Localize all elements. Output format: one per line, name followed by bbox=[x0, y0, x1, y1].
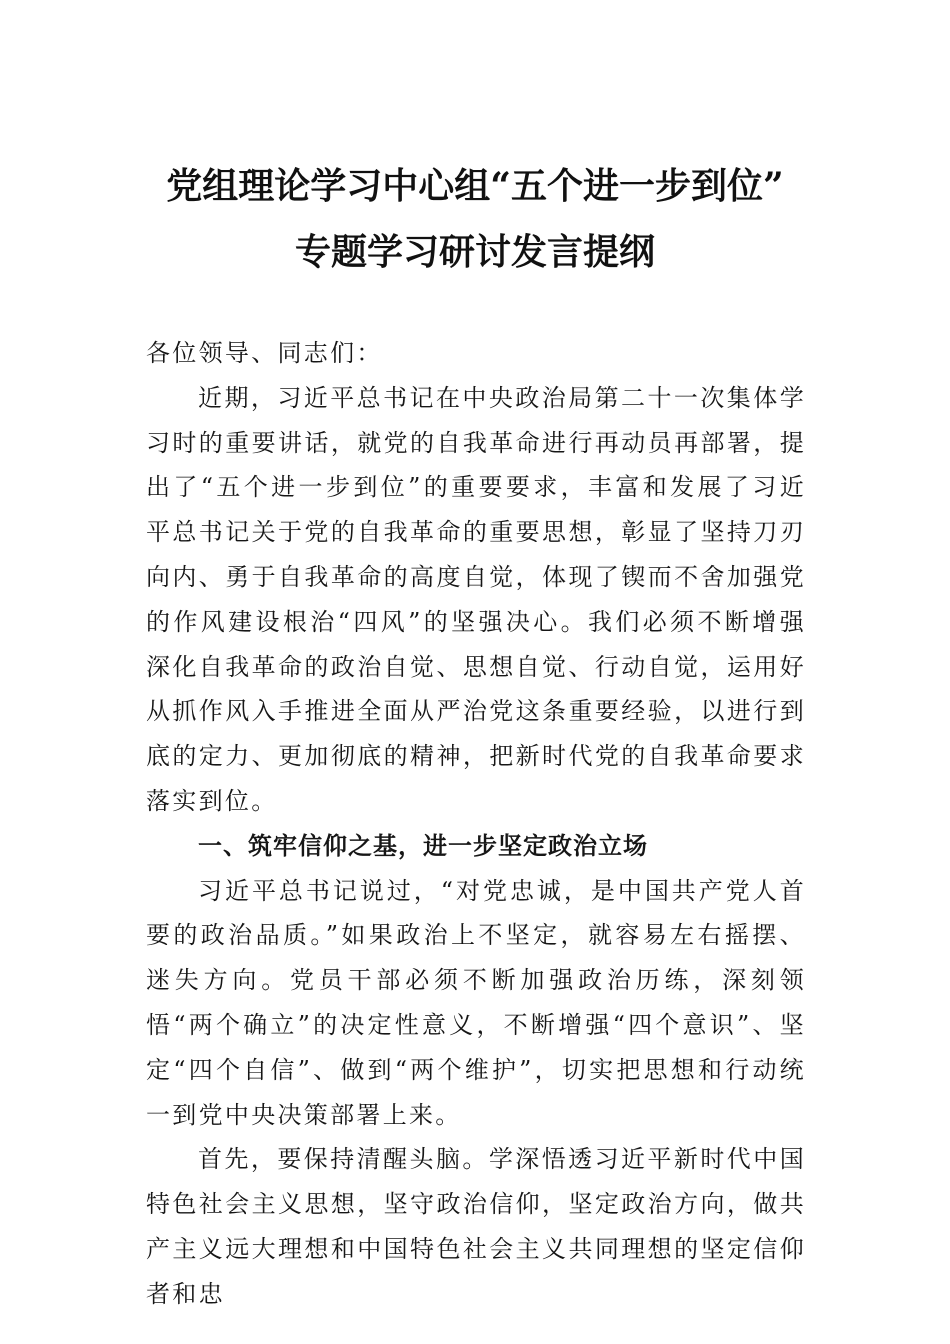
salutation: 各位领导、同志们： bbox=[146, 339, 383, 367]
document-title-line-2: 专题学习研讨发言提纲 bbox=[294, 231, 655, 273]
document-body bbox=[146, 331, 806, 1317]
intro-paragraph: 近期，习近平总书记在中央政治局第二十一次集体学习时的重要讲话，就党的自我革命进行再动员再部署，提出了“五个进一步到位”的重要要求，丰富和发展了习近平总书记关于党的自我革命的重要思想，彰显了坚持刀刃向内、勇于自我革命的高度自觉，体现了锲而不舍加强党的作风建设根治“四风”的坚强决心。我们必须不断增强深化自我革命的政治自觉、思想自觉、行动自觉，运用好从抓作风入手推进全面从严治党这条重要经验，以进行到底的定力、更加彻底的精神，把新时代党的自我革命要求落实到位。 bbox=[146, 383, 806, 815]
section-heading: 一、筑牢信仰之基，进一步坚定政治立场 bbox=[198, 831, 648, 860]
document-title-line-1: 党组理论学习中心组“五个进一步到位” bbox=[166, 165, 784, 207]
body-paragraph: 首先，要保持清醒头脑。学深悟透习近平新时代中国特色社会主义思想，坚守政治信仰，坚定政治方向，做共产主义远大理想和中国特色社会主义共同理想的坚定信仰者和忠 bbox=[146, 1145, 806, 1308]
body-paragraph: 习近平总书记说过，“对党忠诚，是中国共产党人首要的政治品质。”如果政治上不坚定，就容易左右摇摆、迷失方向。党员干部必须不断加强政治历练，深刻领悟“两个确立”的决定性意义，不断增强“四个意识”、坚定“四个自信”、做到“两个维护”，切实把思想和行动统一到党中央决策部署上来。 bbox=[146, 876, 806, 1129]
